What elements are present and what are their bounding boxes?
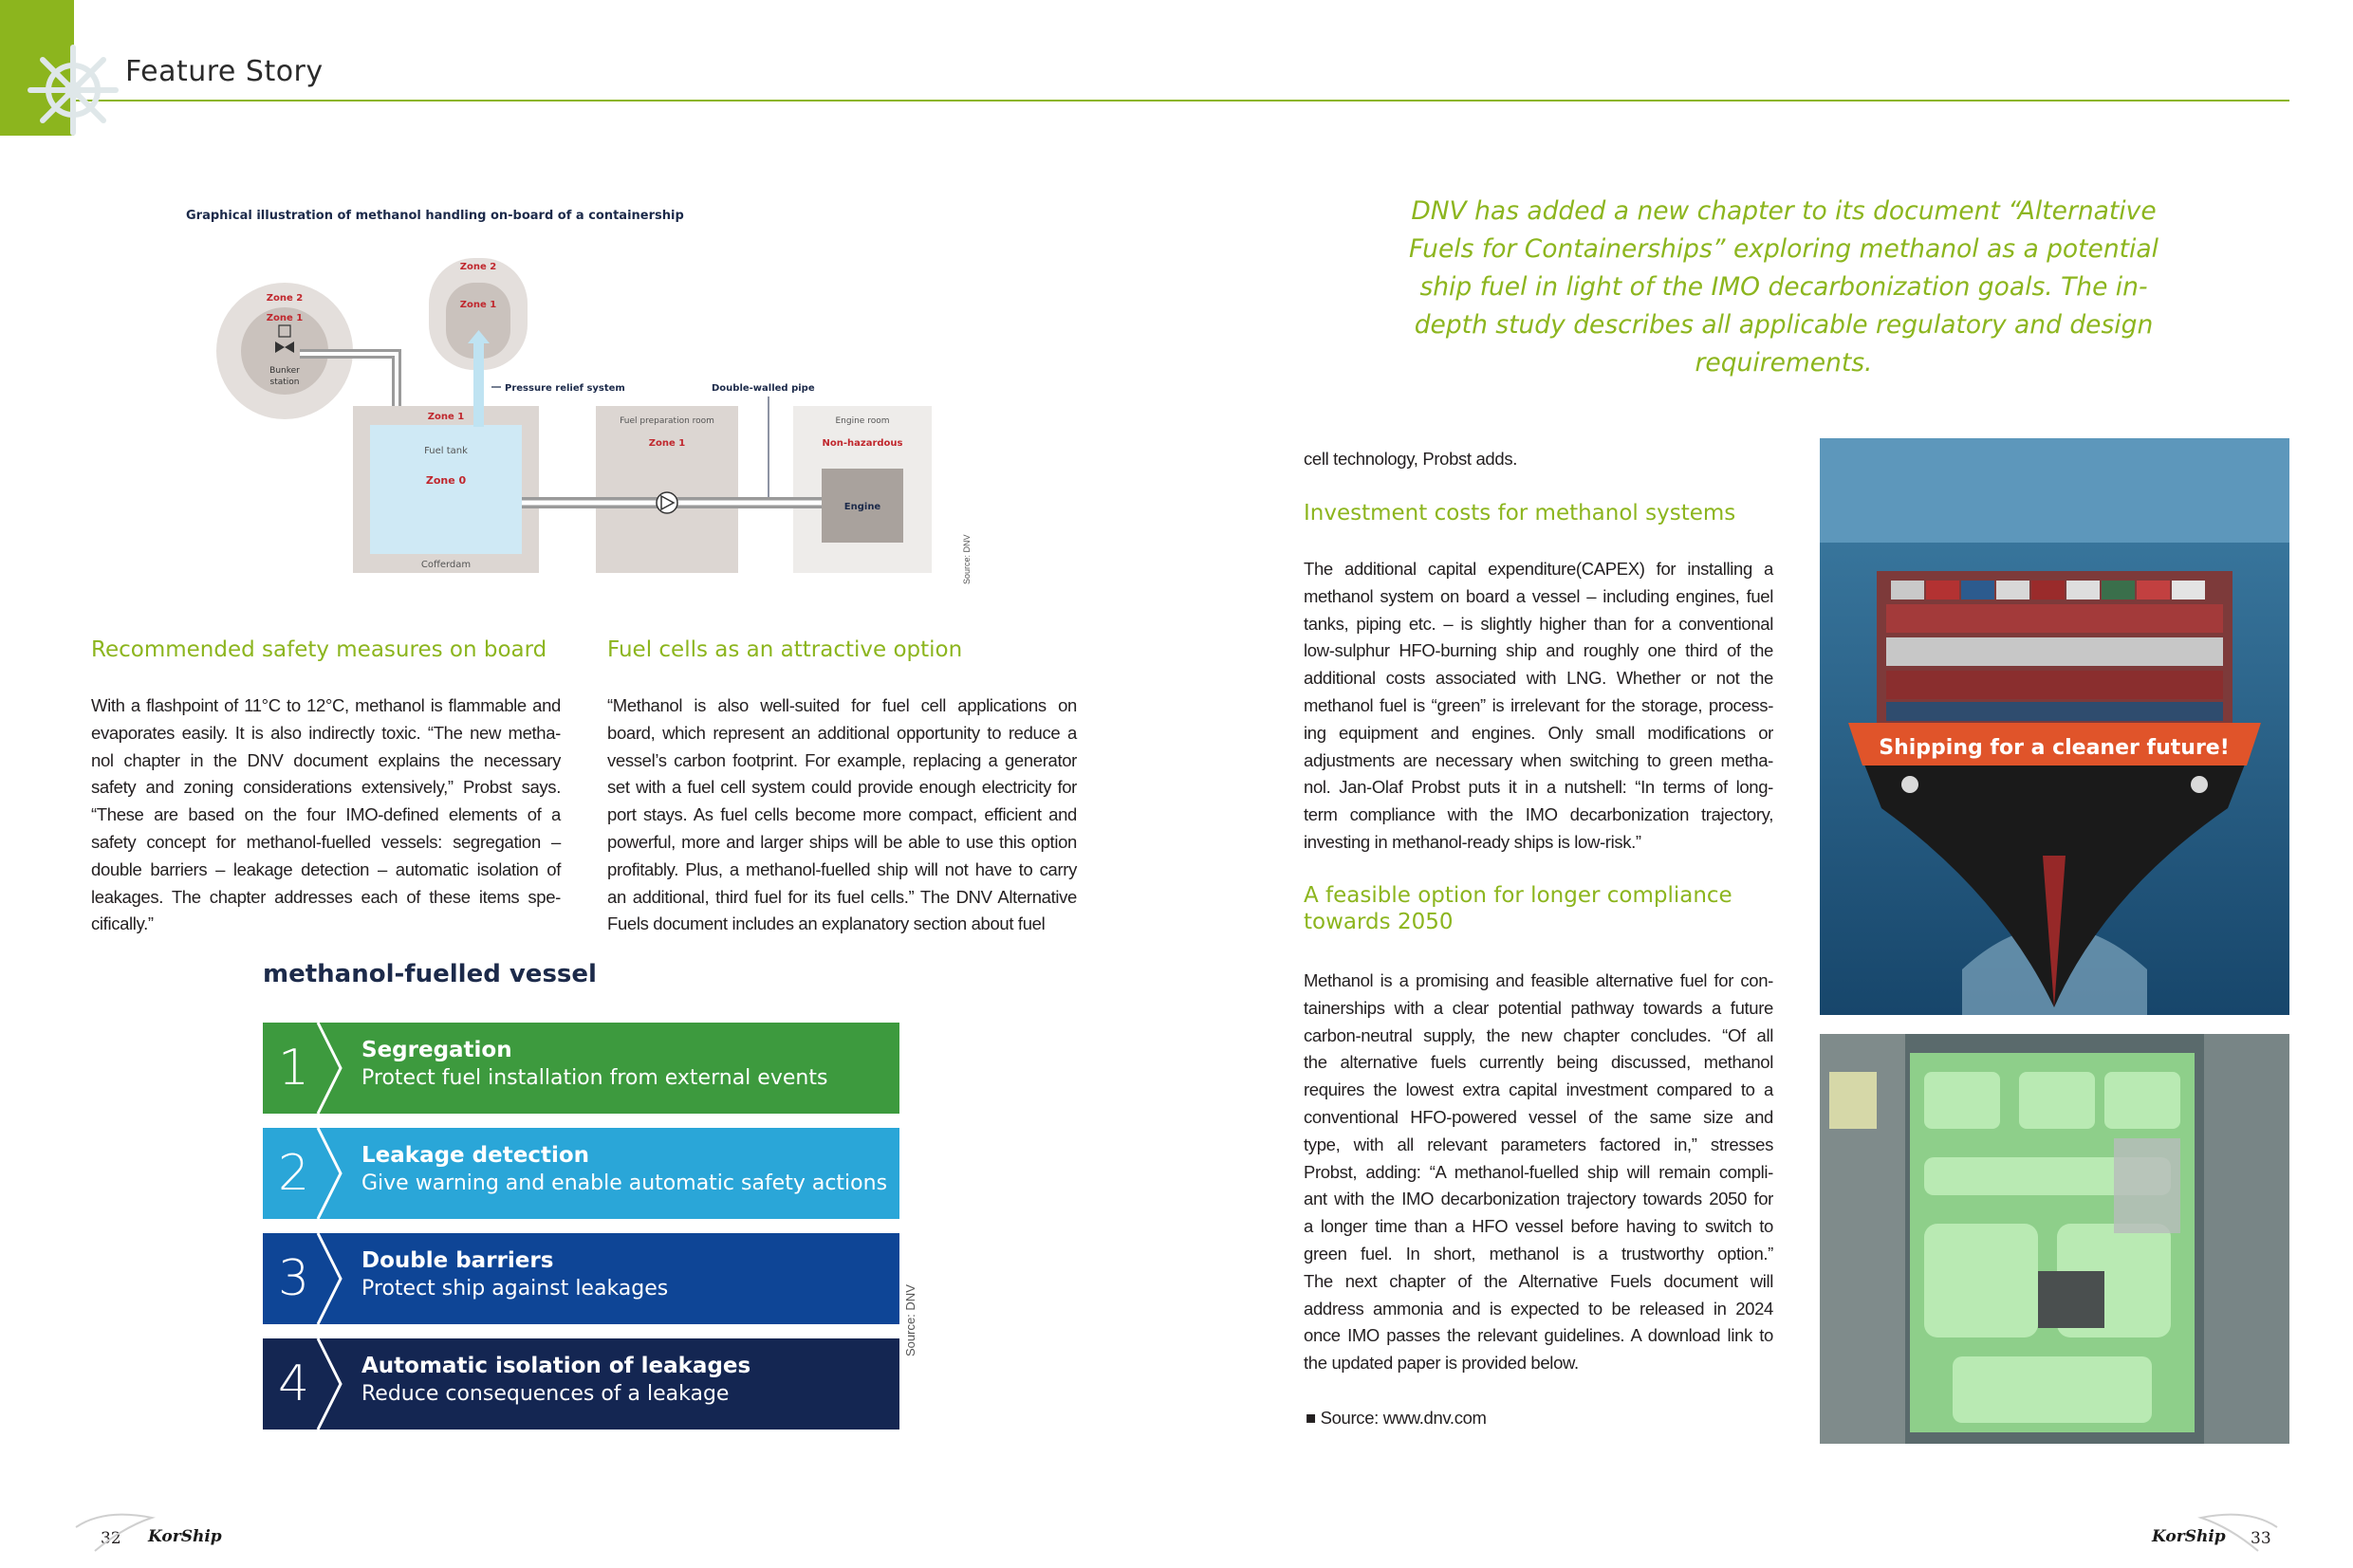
feasible-line: The next chapter of the Alternative Fuels document will (1304, 1270, 1773, 1291)
feasible-line: carbon-neutral supply, the new chapter concludes. “Of all (1304, 1024, 1773, 1045)
prep-zone1-label: Zone 1 (648, 438, 686, 449)
safety-line: leakages. The chapter addresses each of these items spe- (91, 886, 561, 907)
fuelcell-line: vessel’s carbon footprint. For example, replacing a generator (607, 749, 1077, 770)
invest-line: low-sulphur HFO-burning ship and roughly one third of the (1304, 640, 1773, 661)
step-number: 4 (277, 1356, 310, 1412)
diagram-source: Source: DNV (962, 534, 972, 584)
ship-banner-text: Shipping for a cleaner future! (1879, 736, 2230, 760)
control-panel (2038, 1271, 2104, 1328)
invest-line: methanol fuel is “green” is irrelevant for the storage, process- (1304, 694, 1773, 715)
ship-wheel-icon (21, 38, 125, 142)
safety-line: double barriers – leakage detection – automatic isolation of (91, 858, 561, 879)
feasible-line: ant with the IMO decarbonization trajectory towards 2050 for (1304, 1189, 1773, 1209)
step-title: Double barriers (361, 1248, 554, 1273)
feasible-line: address ammonia and is expected to be released in 2024 (1304, 1298, 1773, 1319)
tank-zone1-label: Zone 1 (427, 412, 465, 422)
step-description: Give warning and enable automatic safety actions (361, 1171, 888, 1195)
fuelcell-line: “Methanol is also well-suited for fuel cell applications on (607, 695, 1077, 715)
feasible-heading-line1: A feasible option for longer compliance (1304, 883, 1732, 908)
fuel-prep-room (596, 406, 738, 573)
safety-line: safety concept for methanol-fuelled vessels: segregation – (91, 831, 561, 852)
step-title: Segregation (361, 1038, 512, 1062)
bunker-zone1-label: Zone 1 (266, 313, 304, 323)
vent-pipe (473, 341, 484, 427)
fuelcell-line: Fuels document includes an explanatory section about fuel (607, 913, 1046, 934)
fuelcell-paragraph (607, 692, 1077, 938)
cofferdam-label: Cofferdam (420, 560, 472, 570)
safety-step (263, 1338, 899, 1430)
invest-line: term compliance with the IMO decarbonization trajectory, (1304, 804, 1773, 825)
engine-room-photo (1820, 1034, 2289, 1444)
pull-quote: DNV has added a new chapter to its document “Alternative Fuels for Containerships” exploring methanol as a potential ship fuel in light of the IMO decarbonization goals. The in-depth study describes all applicable regulatory and design requirements. (1409, 196, 2158, 378)
vent-zone2-label: Zone 2 (459, 262, 497, 272)
safety-heading: Recommended safety measures on board (91, 637, 547, 662)
steps-source: Source: DNV (903, 1284, 917, 1356)
feasible-line: type, with all relevant parameters factored in,” stresses (1304, 1134, 1773, 1154)
safety-line: nol chapter in the DNV document explains the necessary (91, 749, 561, 770)
feasible-line: once IMO passes the relevant guidelines. A download link to (1304, 1325, 1773, 1346)
safety-line: With a flashpoint of 11°C to 12°C, methanol is flammable and (91, 695, 561, 715)
prep-room-label: Fuel preparation room (620, 416, 714, 426)
bunker-zone2-label: Zone 2 (266, 293, 304, 304)
fuel-tank-box (370, 425, 522, 554)
fuelcell-line: port stays. As fuel cells become more compact, efficient and (607, 804, 1077, 825)
station-label: station (269, 378, 300, 387)
safety-line: evaporates easily. It is also indirectly toxic. “The new metha- (91, 722, 561, 743)
step-description: Reduce consequences of a leakage (361, 1382, 730, 1406)
feasible-line: the alternative fuels currently being discussed, methanol (1304, 1052, 1773, 1073)
fuelcell-line: powerful, more and larger ships will be able to use this option (607, 831, 1077, 852)
safety-step (263, 1128, 899, 1219)
fuelcell-line: an additional, third fuel for its fuel cells.” The DNV Alternative (607, 886, 1077, 907)
invest-line: The additional capital expenditure(CAPEX) for installing a (1304, 559, 1773, 579)
diagram-title: Graphical illustration of methanol handling on-board of a containership (186, 209, 684, 223)
safety-paragraph (91, 692, 561, 938)
safety-line: safety and zoning considerations extensively,” Probst says. (91, 777, 561, 798)
source-note: ■ Source: www.dnv.com (1306, 1408, 1487, 1428)
fuel-tank-label: Fuel tank (424, 446, 468, 456)
fuelcell-line: board, which represent an additional opportunity to reduce a (607, 722, 1077, 743)
engine-label: Engine (843, 502, 881, 512)
pressure-relief-label: Pressure relief system (505, 383, 625, 394)
safety-line: cifically.” (91, 913, 154, 934)
feasible-line: Methanol is a promising and feasible alternative fuel for con- (1304, 970, 1773, 990)
page-number-right: 33 (2251, 1529, 2271, 1548)
feasible-line: Probst, adding: “A methanol-fuelled ship will remain compli- (1304, 1161, 1773, 1182)
safety-line: “These are based on the four IMO-defined elements of a (91, 804, 561, 825)
section-title: Feature Story (125, 55, 324, 88)
invest-line: investing in methanol-ready ships is low-risk.” (1304, 831, 1641, 852)
feasible-line: the updated paper is provided below. (1304, 1353, 1579, 1374)
double-walled-label: Double-walled pipe (712, 383, 815, 394)
feasible-heading (1304, 882, 1732, 935)
feasible-paragraph (1304, 968, 1773, 1377)
step-description: Protect fuel installation from external events (361, 1066, 828, 1090)
step-number: 2 (277, 1145, 310, 1202)
engine-room-label: Engine room (835, 416, 890, 426)
feasible-line: green fuel. In short, methanol is a trustworthy option.” (1304, 1243, 1773, 1264)
fuelcell-heading: Fuel cells as an attractive option (607, 637, 963, 662)
safety-step (263, 1233, 899, 1324)
header-rule (74, 100, 2289, 101)
feasible-line: requires the lowest extra capital investment compared to a (1304, 1079, 1773, 1100)
step-description: Protect ship against leakages (361, 1277, 669, 1301)
feasible-line: conventional HFO-powered vessel of the same size and (1304, 1106, 1773, 1127)
fuelcell-line: profitably. Plus, a methanol-fuelled ship will not have to carry (607, 858, 1077, 879)
step-number: 3 (277, 1250, 310, 1307)
feasible-line: tainerships with a clear potential pathway towards a future (1304, 997, 1773, 1018)
continuation-line: cell technology, Probst adds. (1304, 449, 1518, 469)
step-title: Leakage detection (361, 1143, 590, 1168)
invest-line: methanol system on board a vessel – including engines, fuel (1304, 585, 1773, 606)
steps-title: methanol-fuelled vessel (263, 960, 597, 988)
footer-swoosh-left (66, 1508, 171, 1556)
bunker-label: Bunker (269, 366, 300, 376)
invest-line: tanks, piping etc. – is slightly higher than for a conventional (1304, 613, 1773, 634)
methanol-handling-diagram (180, 199, 972, 598)
invest-line: adjustments are necessary when switching to green metha- (1304, 749, 1773, 770)
invest-paragraph (1304, 556, 1773, 857)
footer-swoosh-right (2182, 1508, 2287, 1556)
fuelcell-line: set with a fuel cell system could provide enough electricity for (607, 777, 1077, 798)
brand-logo-left: KorShip (148, 1527, 222, 1546)
feasible-heading-line2: towards 2050 (1304, 910, 1454, 934)
safety-step (263, 1023, 899, 1114)
brand-logo-right: KorShip (2152, 1527, 2226, 1546)
invest-line: ing equipment and engines. Only small modifications or (1304, 722, 1773, 743)
invest-line: additional costs associated with LNG. Whether or not the (1304, 668, 1773, 689)
non-hazardous-label: Non-hazardous (822, 438, 903, 449)
invest-line: nol. Jan-Olaf Probst puts it in a nutshell: “In terms of long- (1304, 777, 1773, 798)
page-number-left: 32 (101, 1529, 121, 1548)
tank-zone0-label: Zone 0 (425, 474, 467, 487)
container-stacks (1877, 571, 2233, 723)
chevron-right-icon (312, 1023, 350, 1114)
step-title: Automatic isolation of leakages (361, 1354, 751, 1378)
feasible-line: a longer time than a HFO vessel before having to switch to (1304, 1216, 1773, 1237)
chevron-right-icon (312, 1338, 350, 1430)
container-ship-photo (1820, 438, 2289, 1015)
chevron-right-icon (312, 1128, 350, 1219)
invest-heading: Investment costs for methanol systems (1304, 501, 1736, 526)
chevron-right-icon (312, 1233, 350, 1324)
vent-zone1-label: Zone 1 (459, 300, 497, 310)
step-number: 1 (277, 1040, 310, 1097)
